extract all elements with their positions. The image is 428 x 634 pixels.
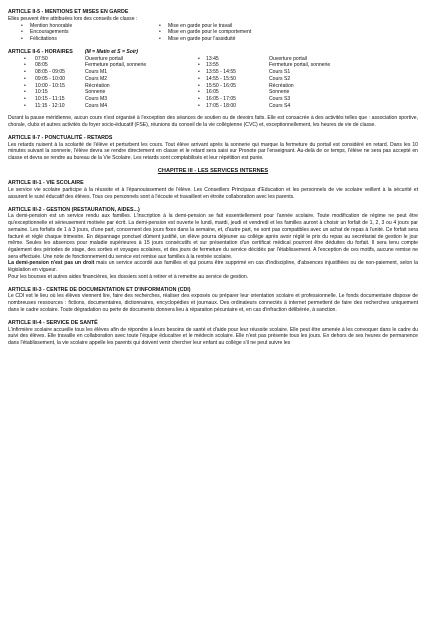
- schedule-time: 13:55 - 14:55: [206, 69, 237, 76]
- article-iii-3-title: ARTICLE III-3 - CENTRE DE DOCUMENTATION ET D'INFORMATION (CDI): [8, 286, 191, 293]
- demi-pension-rest: mais un service accordé aux familles et qui pourra être supprimé en cas d'indiscipline, d'absences injustifiées ou de non-paiement, selon la législation en vigueur.: [8, 260, 418, 274]
- schedule-label: Récréation: [85, 82, 110, 89]
- warnings-column: [159, 23, 251, 43]
- schedule-time: 16:05: [206, 89, 219, 96]
- schedule-row: • 09:05 - 10:00 Cours M2: [8, 76, 146, 83]
- chapter-iii-title: CHAPITRE III - LES SERVICES INTERNES: [157, 167, 269, 174]
- schedule-time: 15:50 - 16:05: [206, 82, 237, 89]
- article-iii-1-title: ARTICLE III-1 - VIE SCOLAIRE: [8, 180, 84, 187]
- schedule-row: • 15:50 - 16:05 Récréation: [198, 83, 330, 90]
- schedule-time: 11:15 - 12:10: [35, 102, 65, 109]
- article-ii-6-body: Durant la pause méridienne, aucun cours n'est organisé à l'exception des séances de soutien ou de devoirs faits. Elle est consacrée à des activités telles que : association sportive, chorale, clubs et autres activités du foyer socio-éducatif (FSE), réunions du conseil de la vie collégienne (CVC) et, exceptionnellement, les heures de vie de classe.: [8, 115, 418, 129]
- schedule-label: Cours M1: [85, 69, 108, 76]
- mention-item: • Félicitations: [21, 36, 159, 43]
- schedule-label: Ouverture portail: [85, 55, 123, 62]
- schedule-label: Cours S2: [269, 75, 291, 82]
- article-ii-7-title: ARTICLE II-7 - PONCTUALITÉ - RETARDS: [8, 134, 113, 141]
- schedule-row: • 10:15 Sonnerie: [8, 89, 146, 96]
- schedule-row: • 16:05 - 17:05 Cours S3: [198, 96, 330, 103]
- afternoon-schedule: [198, 56, 330, 110]
- mention-item: • Encouragements: [21, 29, 159, 36]
- schedule-row: • 08:05 - 09:05 Cours M1: [8, 69, 146, 76]
- schedule-label: Récréation: [269, 82, 294, 89]
- morning-schedule: [8, 56, 146, 110]
- mentions-column: [21, 23, 159, 43]
- schedule-row: • 07:50 Ouverture portail: [8, 56, 146, 63]
- schedule-time: 16:05 - 17:05: [206, 95, 237, 102]
- schedule-row: • 11:15 - 12:10 Cours M4: [8, 103, 146, 110]
- schedule-row: • 13:45 Ouverture portail: [198, 56, 330, 63]
- schedule-label: Cours S3: [269, 95, 291, 102]
- article-ii-5-title: ARTICLE II-5 - MENTIONS ET MISES EN GARDE: [8, 9, 129, 15]
- schedule-row: • 14:55 - 15:50 Cours S2: [198, 76, 330, 83]
- schedule-time: 10:15: [35, 89, 48, 96]
- schedule-legend: (M = Matin et S = Soir): [84, 48, 138, 55]
- article-iii-2-body-2: [8, 260, 418, 273]
- schedule-label: Sonnerie: [85, 89, 106, 96]
- article-iii-1-body: Le service vie scolaire participe à la réussite et à l'épanouissement de l'élève. Les Conseillers Principaux d'Education et les personnels de vie scolaire veillent à la sécurité et assurent le suivi éducatif des élèves. Tous ces personnels sont à l'écoute et travaillent en étroite collaboration avec les parents.: [8, 187, 418, 200]
- schedule-label: Cours M3: [85, 95, 108, 102]
- article-iii-2-body: La demi-pension est un service rendu aux familles. L'inscription à la demi-pension se fait essentiellement pour l'année scolaire. Toute modification de régime ne peut être qu'exceptionnelle et sérieusement motivée par écrit. La demi-pension est ouverte le lundi, mardi, jeudi et vendredi et les familles auront à choisir un forfait de 1, 2, 3 ou 4 jours par semaine. Les forfaits de 1 à 3 jours, d'une part, concernent des jours fixes dans la semaine, et, d'autre part, ne sont pas compatibles avec un achat de repas à l'unité. Ce forfait sera facturé et réglé chaque trimestre. En dépannage ponctuel dûment justifié, un élève pourra déjeuner au collège après avoir réglé le prix du repas au secrétariat de gestion le jour même. Seules les absences pour maladie supérieures à 15 jours consécutifs et sur présentation d'un certificat médical pourront être déduites du forfait. Il sera tenu compte également des périodes de stage, des sorties et voyages scolaires, et des jours de fermeture du service décidés par l'établissement. A l'exception de ces motifs, aucune remise ne sera effectuée. Une note de fonctionnement du service est remise aux familles à la rentrée scolaire.: [8, 213, 418, 260]
- mention-item: • Mention honorable: [21, 23, 159, 30]
- mentions-list: [8, 23, 418, 43]
- schedule-row: • 17:05 - 18:00 Cours S4: [198, 103, 330, 110]
- schedule-time: 14:55 - 15:50: [206, 75, 237, 82]
- article-ii-7-body: Les retards nuisent à la scolarité de l'élève et perturbent les cours. Tout élève arrivant après la sonnerie qui marque la fermeture du portail est considéré en retard. Dans les 10 minutes suivant la sonnerie, l'élève devra se rendre directement en classe et le retard sera saisi sur Pronote par l'enseignant. Au-delà de ce temps, l'élève ne sera pas accepté en classe et devra se rendre au bureau de la Vie Scolaire. Les retards sont comptabilisés et leur répétition est punie.: [8, 141, 418, 162]
- schedule-time: 08:05: [35, 62, 48, 69]
- schedule-row: • 13:55 Fermeture portail, sonnerie: [198, 62, 331, 69]
- schedule-row: • 13:55 - 14:55 Cours S1: [198, 69, 330, 76]
- warning-item: • Mise en garde pour le comportement: [159, 29, 251, 36]
- schedule-time: 13:45: [206, 55, 219, 62]
- schedule-row: • 10:00 - 10:15 Récréation: [8, 83, 146, 90]
- schedule-time: 08:05 - 09:05: [35, 69, 66, 76]
- schedule-time: 09:05 - 10:00: [35, 75, 66, 82]
- article-ii-5-intro: Elles peuvent être attribuées lors des conseils de classe :: [8, 15, 138, 22]
- schedule-row: • 08:05 Fermeture portail, sonnerie: [24, 62, 147, 69]
- schedule: [8, 56, 418, 110]
- schedule-time: 13:55: [206, 62, 219, 69]
- schedule-label: Fermeture portail, sonnerie: [269, 62, 331, 69]
- article-iii-4-title: ARTICLE III-4 - SERVICE DE SANTÉ: [8, 319, 98, 326]
- schedule-label: Cours S4: [269, 102, 291, 109]
- demi-pension-emphasis: La demi-pension n'est pas un droit: [8, 260, 95, 267]
- schedule-time: 17:05 - 18:00: [206, 102, 237, 109]
- warning-item: • Mise en garde pour le travail: [159, 23, 251, 30]
- article-iii-4-body: L'infirmière scolaire accueille tous les élèves afin de répondre à leurs besoins de santé et d'aide pour leur réussite scolaire. Elle peut être amenée à les convoquer dans le cadre du suivi des élèves. Elle travaille en collaboration avec toute l'équipe éducative et le médecin scolaire. Elle n'est pas présente tous les jours. En dehors de ses heures de permanence dans l'établissement, la vie scolaire appelle les parents qui doivent venir chercher leur enfant au collège s'il ne peut suivre les: [8, 326, 418, 346]
- schedule-label: Cours S1: [269, 69, 291, 76]
- schedule-row: • 16:05 Sonnerie: [198, 89, 330, 96]
- schedule-time: 10:15 - 11:15: [35, 95, 65, 102]
- schedule-label: Fermeture portail, sonnerie: [85, 62, 147, 69]
- schedule-label: Sonnerie: [269, 89, 290, 96]
- article-iii-3-body: Le CDI est le lieu où les élèves viennent lire, faire des recherches, réaliser des exposés ou préparer leur orientation scolaire et professionnelle. Le fonds documentaire dispose de nombreuses ressources : fictions, documentaires, dictionnaires, encyclopédies et journaux. Des ordinateurs connectés à internet permettent de faire des recherches uniquement dans le cadre scolaire. Toute dégradation ou perte de documents donnera lieu à réparation pécuniaire et, en cas d'infraction délibérée, à sanction.: [8, 293, 418, 313]
- article-iii-2-title: ARTICLE III-2 - GESTION (RESTAURATION, AIDES...): [8, 206, 140, 213]
- schedule-row: • 10:15 - 11:15 Cours M3: [8, 96, 146, 103]
- schedule-time: 10:00 - 10:15: [35, 82, 66, 89]
- article-ii-6-header: [8, 49, 418, 56]
- article-ii-6-title: ARTICLE II-6 - HORAIRES: [8, 48, 73, 55]
- schedule-label: Cours M4: [85, 102, 108, 109]
- article-iii-2-body-3: Pour les bourses et autres aides financières, les dossiers sont à retirer et à remettre au service de gestion.: [8, 273, 249, 280]
- schedule-label: Cours M2: [85, 75, 108, 82]
- schedule-time: 07:50: [35, 55, 48, 62]
- warning-item: • Mise en garde pour l'assiduité: [159, 36, 251, 43]
- schedule-label: Ouverture portail: [269, 55, 307, 62]
